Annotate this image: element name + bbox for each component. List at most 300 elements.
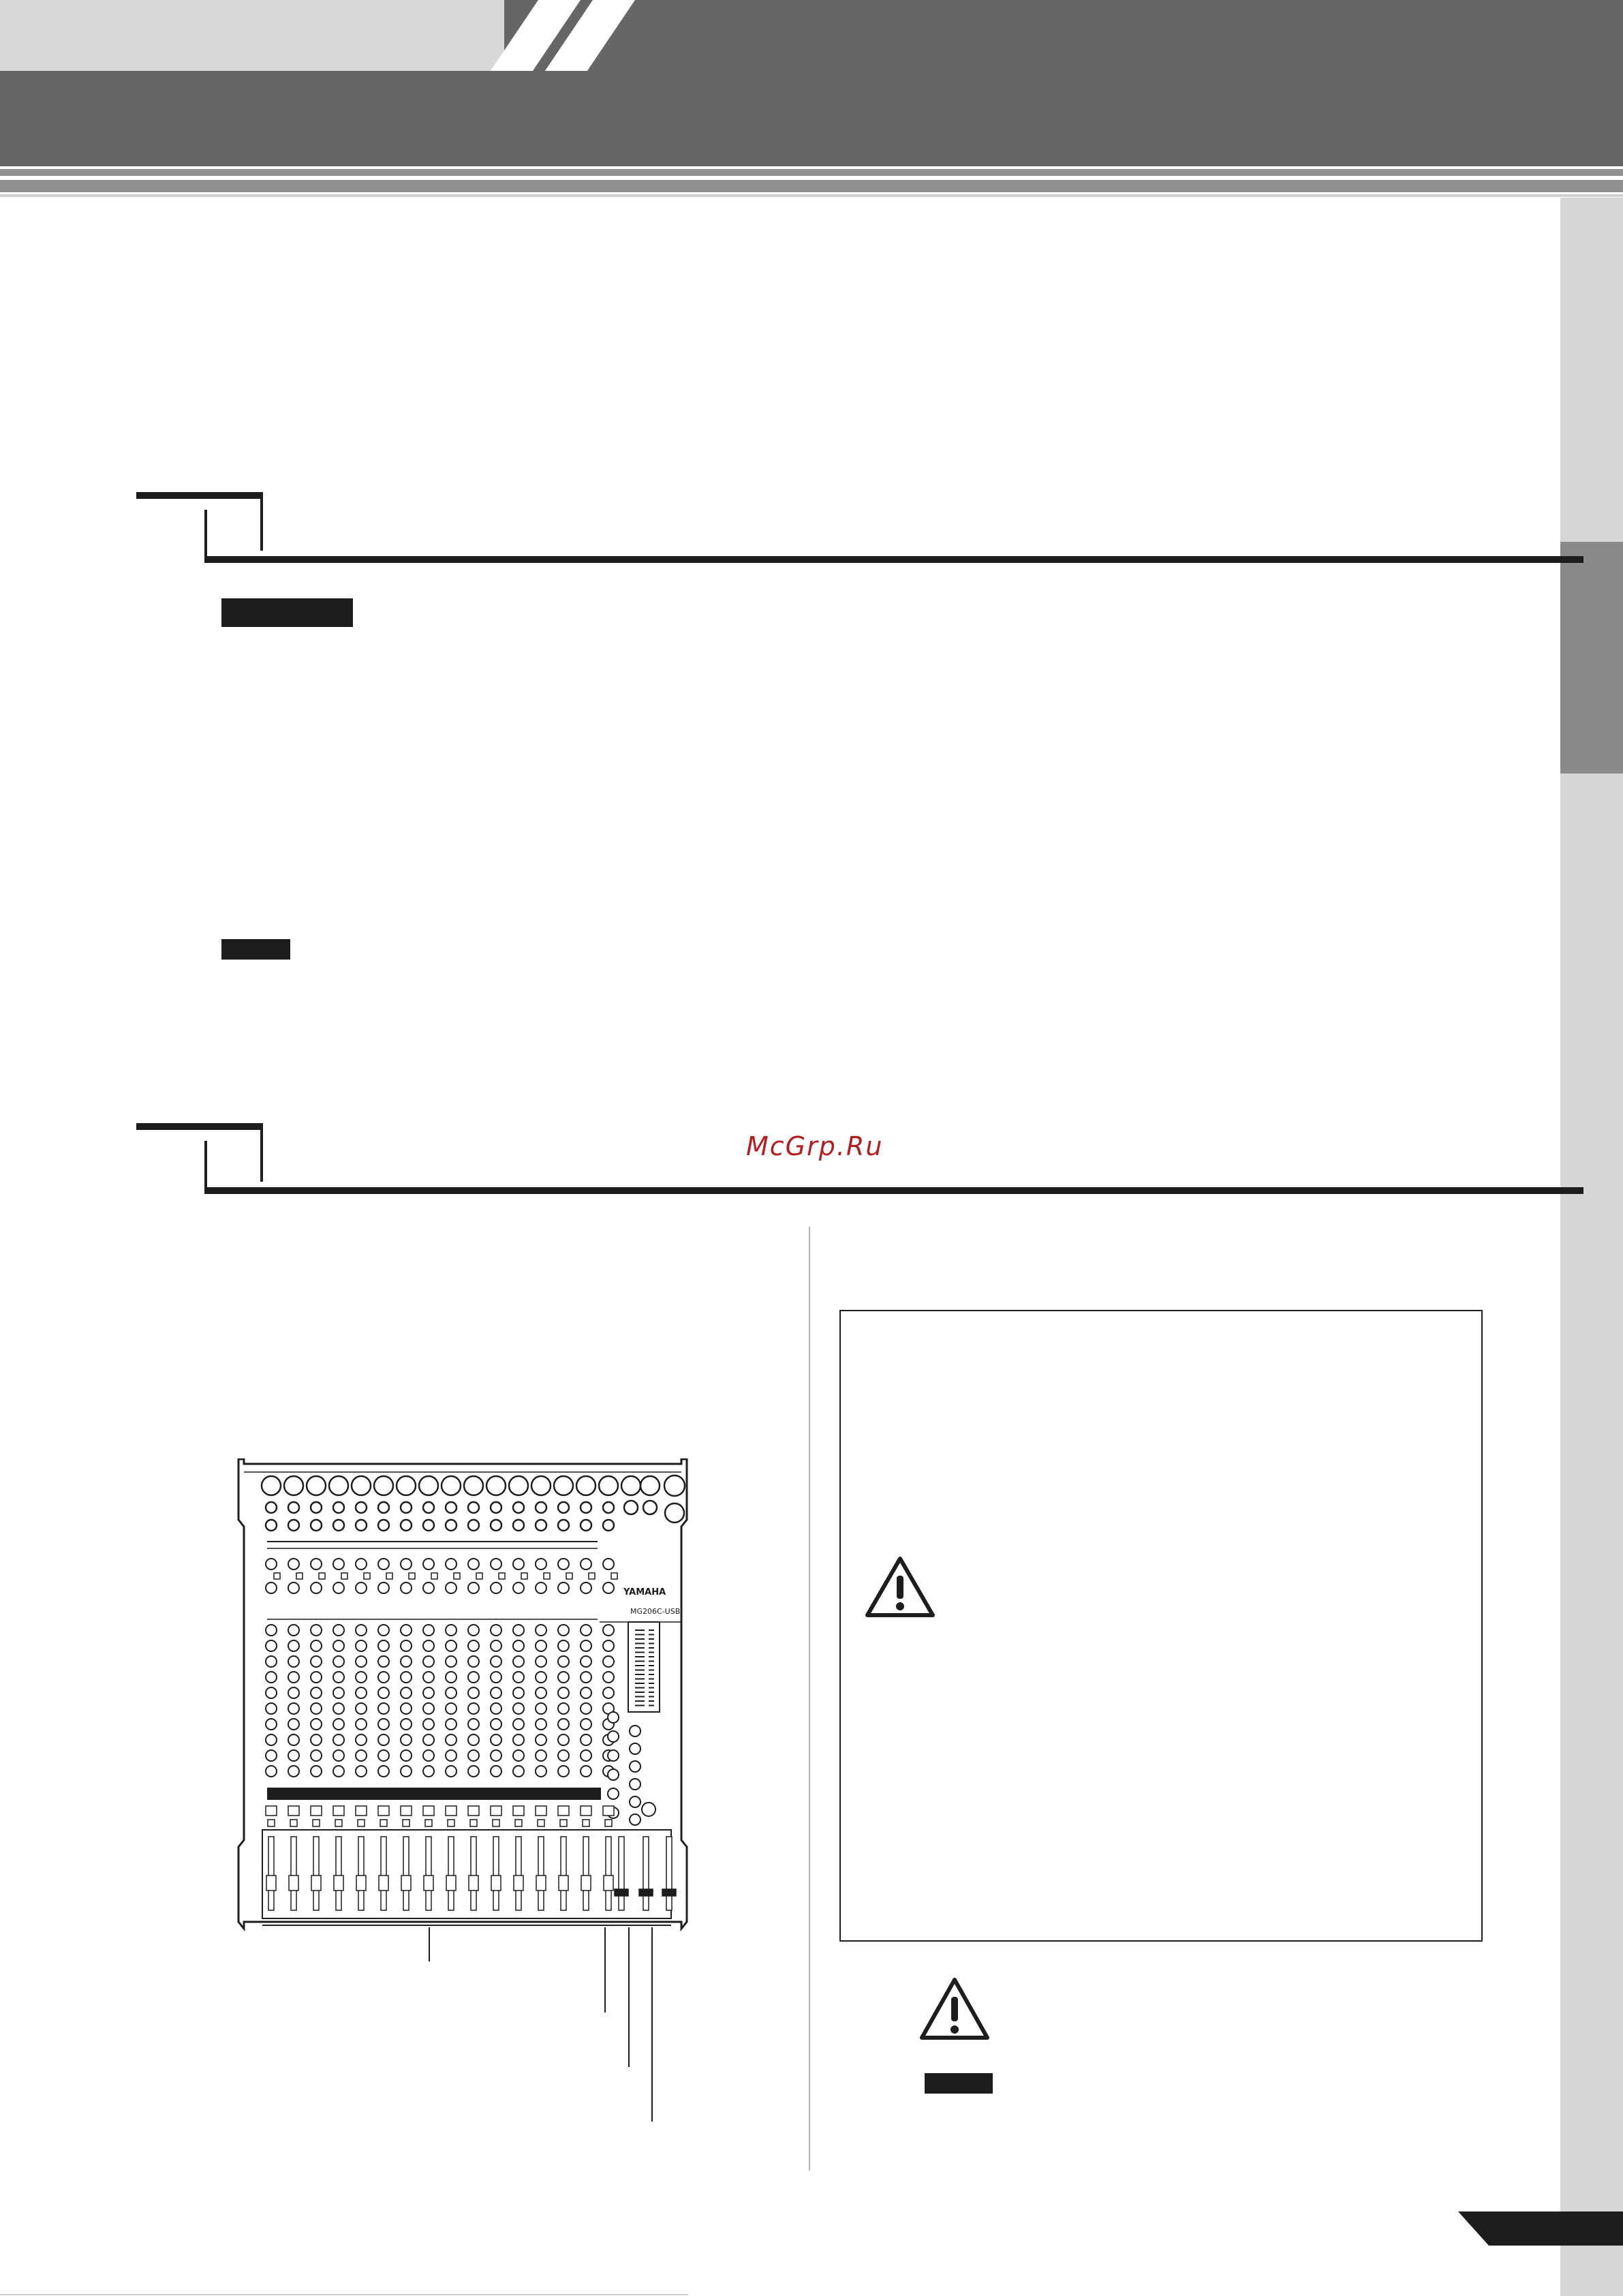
channel-knob [266, 1719, 277, 1730]
channel-knob [378, 1625, 389, 1636]
channel-knob [288, 1640, 299, 1651]
pfl-switch [538, 1820, 544, 1826]
channel-knob [311, 1750, 322, 1761]
master-fader-knob [639, 1889, 653, 1896]
channel-knob [513, 1640, 524, 1651]
channel-knob [311, 1672, 322, 1683]
channel-knob [378, 1719, 389, 1730]
fader-knob [334, 1876, 343, 1891]
channel-knob [401, 1672, 412, 1683]
on-switch [288, 1806, 299, 1816]
pfl-switch [335, 1820, 342, 1826]
channel-knob [423, 1687, 434, 1698]
channel-knob [558, 1734, 569, 1745]
channel-knob [446, 1719, 457, 1730]
channel-knob [491, 1719, 501, 1730]
pad-switch [296, 1573, 303, 1579]
channel-knob [423, 1719, 434, 1730]
channel-knob [491, 1766, 501, 1777]
channel-knob [558, 1672, 569, 1683]
footer-rule [0, 2294, 688, 2295]
channel-knob [378, 1656, 389, 1667]
pfl-switch [380, 1820, 387, 1826]
fader-slot [538, 1837, 544, 1910]
channel-knob [333, 1750, 344, 1761]
channel-knob [558, 1625, 569, 1636]
header-rule-3 [0, 194, 1623, 197]
hpf-knob [266, 1582, 277, 1593]
fader-knob [311, 1876, 321, 1891]
channel-knob [356, 1750, 367, 1761]
channel-knob [356, 1640, 367, 1651]
header-band-top-dark [504, 0, 1623, 71]
channel-knob [491, 1672, 501, 1683]
channel-knob [558, 1687, 569, 1698]
channel-knob [401, 1687, 412, 1698]
pfl-switch [448, 1820, 454, 1826]
channel-knob [536, 1672, 546, 1683]
gain-knob [603, 1559, 614, 1570]
channel-knob [311, 1734, 322, 1745]
on-switch [536, 1806, 546, 1816]
gain-knob [423, 1559, 434, 1570]
pad-switch [521, 1573, 527, 1579]
channel-knob [491, 1625, 501, 1636]
pad-switch [611, 1573, 617, 1579]
master-knob [630, 1796, 640, 1807]
pfl-switch [358, 1820, 365, 1826]
channel-knob [378, 1672, 389, 1683]
channel-knob [536, 1656, 546, 1667]
channel-knob [288, 1719, 299, 1730]
gain-knob [446, 1559, 457, 1570]
channel-knob [536, 1625, 546, 1636]
fader-slot [561, 1837, 566, 1910]
channel-knob [266, 1766, 277, 1777]
gain-knob [513, 1559, 524, 1570]
channel-knob [266, 1734, 277, 1745]
gain-knob [536, 1559, 546, 1570]
channel-knob [356, 1625, 367, 1636]
section-1-badge-large [221, 598, 353, 627]
leader-line-group-1 [604, 1927, 606, 2012]
channel-knob [378, 1640, 389, 1651]
side-index-tab [1560, 542, 1623, 774]
channel-knob [491, 1750, 501, 1761]
channel-knob [513, 1625, 524, 1636]
on-switch [401, 1806, 412, 1816]
gain-knob [311, 1559, 322, 1570]
hpf-knob [468, 1582, 479, 1593]
pad-switch [386, 1573, 392, 1579]
pad-switch [364, 1573, 370, 1579]
fader-slot [493, 1837, 499, 1910]
channel-knob [423, 1766, 434, 1777]
channel-knob [311, 1703, 322, 1714]
gain-knob [468, 1559, 479, 1570]
fader-knob [581, 1876, 591, 1891]
channel-knob [423, 1672, 434, 1683]
channel-knob [558, 1719, 569, 1730]
channel-knob [378, 1734, 389, 1745]
channel-knob [423, 1656, 434, 1667]
channel-knob [288, 1750, 299, 1761]
channel-knob [446, 1750, 457, 1761]
channel-knob [333, 1766, 344, 1777]
fader-knob [379, 1876, 388, 1891]
pad-switch [431, 1573, 437, 1579]
pad-switch [274, 1573, 280, 1579]
channel-knob [333, 1719, 344, 1730]
pad-switch [454, 1573, 460, 1579]
on-switch [266, 1806, 277, 1816]
channel-knob [356, 1766, 367, 1777]
channel-knob [581, 1734, 591, 1745]
channel-knob [468, 1625, 479, 1636]
channel-knob [266, 1672, 277, 1683]
channel-knob [603, 1625, 614, 1636]
master-knob [630, 1814, 640, 1825]
channel-knob [491, 1734, 501, 1745]
on-switch [378, 1806, 389, 1816]
channel-knob [401, 1750, 412, 1761]
channel-knob [356, 1719, 367, 1730]
fader-slot [358, 1837, 364, 1910]
pfl-switch [290, 1820, 297, 1826]
fader-slot [471, 1837, 476, 1910]
master-fader-slot [619, 1837, 624, 1910]
leader-line-group-2 [628, 1927, 630, 2067]
channel-knob [558, 1750, 569, 1761]
hpf-knob [401, 1582, 412, 1593]
gain-knob [333, 1559, 344, 1570]
warning-triangle-icon [864, 1555, 936, 1618]
channel-knob [446, 1687, 457, 1698]
header-rule-2 [0, 180, 1623, 192]
channel-knob [378, 1766, 389, 1777]
channel-knob [401, 1734, 412, 1745]
on-switch [581, 1806, 591, 1816]
channel-knob [356, 1687, 367, 1698]
hpf-knob [333, 1582, 344, 1593]
section-1-badge-small [221, 939, 290, 960]
master-knob [608, 1788, 619, 1799]
channel-knob [401, 1640, 412, 1651]
master-knob [608, 1750, 619, 1761]
on-switch [333, 1806, 344, 1816]
channel-knob [491, 1687, 501, 1698]
mixer-brand-label: YAMAHA [623, 1587, 666, 1597]
channel-knob [536, 1734, 546, 1745]
gain-knob [356, 1559, 367, 1570]
channel-knob [378, 1750, 389, 1761]
channel-knob [513, 1734, 524, 1745]
channel-knob [581, 1687, 591, 1698]
leader-line-stereo [651, 1927, 653, 2122]
channel-knob [356, 1656, 367, 1667]
on-switch [311, 1806, 322, 1816]
channel-knob [581, 1625, 591, 1636]
channel-knob [536, 1766, 546, 1777]
fader-slot [583, 1837, 589, 1910]
gain-knob [378, 1559, 389, 1570]
on-switch [558, 1806, 569, 1816]
gain-knob [491, 1559, 501, 1570]
hpf-knob [311, 1582, 322, 1593]
fader-knob [559, 1876, 568, 1891]
channel-knob [491, 1640, 501, 1651]
channel-knob [536, 1750, 546, 1761]
channel-knob [491, 1703, 501, 1714]
gain-knob [266, 1559, 277, 1570]
channel-knob [581, 1672, 591, 1683]
pfl-switch [515, 1820, 522, 1826]
pad-switch [319, 1573, 325, 1579]
channel-knob [401, 1766, 412, 1777]
fader-knob [514, 1876, 523, 1891]
channel-knob [401, 1625, 412, 1636]
channel-knob [468, 1766, 479, 1777]
channel-knob [603, 1672, 614, 1683]
channel-knob [311, 1656, 322, 1667]
master-fader-knob [615, 1889, 628, 1896]
master-knob [630, 1743, 640, 1754]
fader-slot [606, 1837, 611, 1910]
channel-knob [311, 1640, 322, 1651]
on-switch [491, 1806, 501, 1816]
channel-knob [356, 1703, 367, 1714]
pad-switch [544, 1573, 550, 1579]
gain-knob [288, 1559, 299, 1570]
pad-switch [341, 1573, 347, 1579]
gain-knob [401, 1559, 412, 1570]
channel-knob [423, 1640, 434, 1651]
channel-knob [401, 1719, 412, 1730]
fader-knob [469, 1876, 478, 1891]
channel-knob [536, 1640, 546, 1651]
mixer-model-label: MG206C-USB [630, 1607, 681, 1616]
channel-knob [288, 1734, 299, 1745]
channel-knob [581, 1719, 591, 1730]
channel-knob [513, 1766, 524, 1777]
channel-knob [468, 1640, 479, 1651]
channel-knob [266, 1703, 277, 1714]
master-knob [608, 1712, 619, 1723]
channel-knob [446, 1703, 457, 1714]
hpf-knob [603, 1582, 614, 1593]
master-knob [608, 1769, 619, 1780]
on-switch [468, 1806, 479, 1816]
channel-knob [378, 1687, 389, 1698]
fader-knob [289, 1876, 298, 1891]
pad-switch [589, 1573, 595, 1579]
fader-knob [491, 1876, 501, 1891]
channel-knob [536, 1719, 546, 1730]
master-knob [642, 1803, 655, 1816]
fader-slot [268, 1837, 274, 1910]
fader-knob [604, 1876, 613, 1891]
channel-knob [468, 1719, 479, 1730]
fader-knob [424, 1876, 433, 1891]
channel-knob [468, 1656, 479, 1667]
on-switch [603, 1806, 614, 1816]
channel-knob [311, 1625, 322, 1636]
pfl-switch [560, 1820, 567, 1826]
channel-knob [603, 1687, 614, 1698]
channel-knob [603, 1640, 614, 1651]
fader-knob [401, 1876, 411, 1891]
master-knob [630, 1726, 640, 1736]
channel-knob [468, 1734, 479, 1745]
channel-knob [446, 1734, 457, 1745]
hpf-knob [446, 1582, 457, 1593]
hpf-knob [356, 1582, 367, 1593]
gain-knob [581, 1559, 591, 1570]
page-number-tab [1458, 2211, 1623, 2246]
hpf-knob [581, 1582, 591, 1593]
channel-knob [333, 1672, 344, 1683]
channel-knob [581, 1703, 591, 1714]
channel-knob [581, 1640, 591, 1651]
channel-knob [513, 1656, 524, 1667]
header-rule-1 [0, 169, 1623, 176]
channel-knob [446, 1672, 457, 1683]
channel-knob [356, 1672, 367, 1683]
fader-knob [266, 1876, 276, 1891]
channel-knob [288, 1625, 299, 1636]
hpf-knob [288, 1582, 299, 1593]
channel-knob [536, 1687, 546, 1698]
notice-badge [925, 2073, 993, 2094]
master-fader-knob [662, 1889, 676, 1896]
channel-knob [468, 1672, 479, 1683]
channel-knob [288, 1672, 299, 1683]
fader-slot [381, 1837, 386, 1910]
channel-knob [468, 1750, 479, 1761]
warning-triangle-icon [918, 1976, 991, 2042]
channel-knob [558, 1703, 569, 1714]
channel-knob [266, 1687, 277, 1698]
mixer-illustration [232, 1458, 695, 2140]
pfl-switch [313, 1820, 320, 1826]
hpf-knob [558, 1582, 569, 1593]
channel-knob [333, 1687, 344, 1698]
hpf-knob [491, 1582, 501, 1593]
hpf-knob [513, 1582, 524, 1593]
channel-knob [333, 1656, 344, 1667]
master-fader-slot [643, 1837, 649, 1910]
channel-knob [423, 1750, 434, 1761]
caution-box [839, 1310, 1483, 1942]
channel-knob [333, 1625, 344, 1636]
channel-knob [513, 1687, 524, 1698]
fader-slot [403, 1837, 409, 1910]
master-knob [630, 1779, 640, 1790]
pfl-switch [605, 1820, 612, 1826]
channel-knob [423, 1703, 434, 1714]
channel-knob [536, 1703, 546, 1714]
channel-knob [378, 1703, 389, 1714]
on-switch [423, 1806, 434, 1816]
watermark-text: McGrp.Ru [746, 1131, 884, 1161]
channel-knob [401, 1703, 412, 1714]
gain-knob [558, 1559, 569, 1570]
fader-slot [313, 1837, 319, 1910]
channel-knob [266, 1750, 277, 1761]
pad-switch [566, 1573, 572, 1579]
channel-knob [311, 1766, 322, 1777]
channel-knob [581, 1750, 591, 1761]
pfl-switch [403, 1820, 409, 1826]
channel-knob [558, 1656, 569, 1667]
pfl-switch [470, 1820, 477, 1826]
channel-knob [513, 1750, 524, 1761]
channel-knob [311, 1687, 322, 1698]
pfl-switch [493, 1820, 499, 1826]
master-fader-slot [666, 1837, 672, 1910]
fader-slot [516, 1837, 521, 1910]
pad-switch [409, 1573, 415, 1579]
channel-knob [333, 1703, 344, 1714]
channel-knob [266, 1625, 277, 1636]
leader-line-channels [429, 1927, 430, 1961]
channel-knob [513, 1703, 524, 1714]
channel-knob [446, 1640, 457, 1651]
channel-knob [558, 1766, 569, 1777]
side-index-bar [1560, 198, 1623, 2296]
channel-knob [446, 1656, 457, 1667]
fader-knob [356, 1876, 366, 1891]
column-divider [809, 1227, 810, 2171]
fader-knob [536, 1876, 546, 1891]
hpf-knob [536, 1582, 546, 1593]
fader-slot [291, 1837, 296, 1910]
channel-knob [333, 1640, 344, 1651]
channel-knob [513, 1672, 524, 1683]
pfl-switch [268, 1820, 275, 1826]
pfl-switch [583, 1820, 589, 1826]
channel-knob [468, 1687, 479, 1698]
channel-knob [266, 1640, 277, 1651]
fader-slot [426, 1837, 431, 1910]
fader-slot [448, 1837, 454, 1910]
pad-switch [476, 1573, 482, 1579]
channel-knob [266, 1656, 277, 1667]
on-switch [356, 1806, 367, 1816]
pfl-switch [425, 1820, 432, 1826]
channel-knob [513, 1719, 524, 1730]
channel-knob [603, 1656, 614, 1667]
channel-knob [356, 1734, 367, 1745]
channel-knob [491, 1656, 501, 1667]
channel-knob [288, 1703, 299, 1714]
channel-knob [581, 1766, 591, 1777]
channel-knob [446, 1766, 457, 1777]
hpf-knob [423, 1582, 434, 1593]
channel-knob [446, 1625, 457, 1636]
channel-knob [581, 1656, 591, 1667]
channel-knob [468, 1703, 479, 1714]
channel-knob [288, 1766, 299, 1777]
on-switch [513, 1806, 524, 1816]
channel-knob [423, 1734, 434, 1745]
master-knob [608, 1731, 619, 1742]
channel-knob [288, 1656, 299, 1667]
fader-slot [336, 1837, 341, 1910]
channel-knob [401, 1656, 412, 1667]
channel-knob [311, 1719, 322, 1730]
on-switch [446, 1806, 457, 1816]
